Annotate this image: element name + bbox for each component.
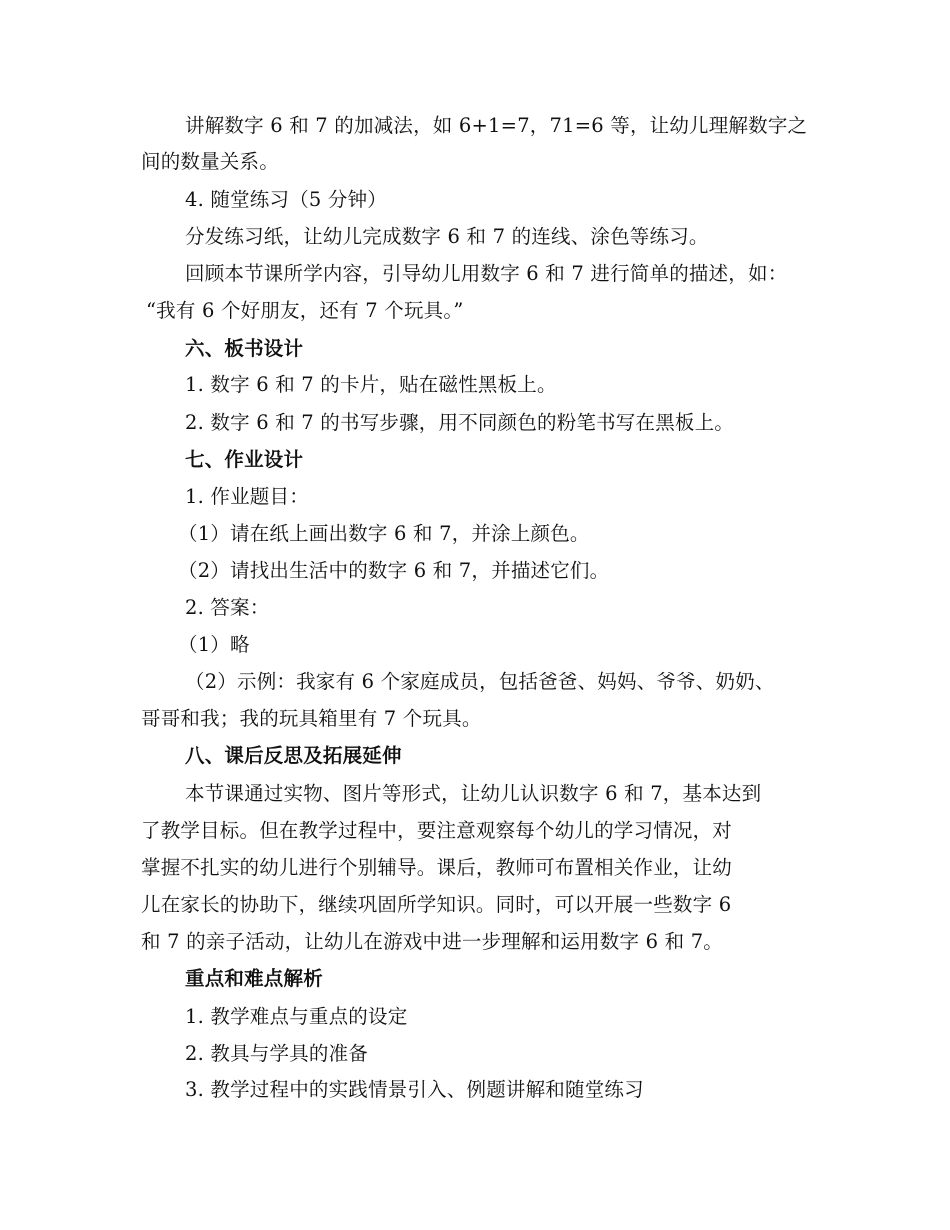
paragraph-line: “我有 6 个好朋友，还有 7 个玩具。”: [146, 299, 464, 322]
list-item: （1）略: [178, 633, 250, 656]
paragraph-line: 儿在家长的协助下，继续巩固所学知识。同时，可以开展一些数字 6: [141, 893, 732, 916]
paragraph-line: 和 7 的亲子活动，让幼儿在游戏中进一步理解和运用数字 6 和 7。: [141, 930, 724, 953]
list-item: 1. 作业题目：: [185, 485, 309, 508]
list-item: （1）请在纸上画出数字 6 和 7，并涂上颜色。: [178, 522, 590, 545]
paragraph-line: 间的数量关系。: [141, 150, 279, 173]
list-item: 1. 教学难点与重点的设定: [185, 1005, 408, 1028]
paragraph-line: 哥哥和我；我的玩具箱里有 7 个玩具。: [141, 707, 482, 730]
section-heading: 六、板书设计: [185, 337, 304, 360]
paragraph-line: 讲解数字 6 和 7 的加减法，如 6+1=7，71=6 等，让幼儿理解数字之: [185, 114, 808, 137]
list-item: 2. 数字 6 和 7 的书写步骤，用不同颜色的粉笔书写在黑板上。: [185, 411, 735, 434]
section-heading: 八、课后反思及拓展延伸: [185, 744, 402, 767]
section-heading: 重点和难点解析: [185, 967, 323, 990]
paragraph-line: 分发练习纸，让幼儿完成数字 6 和 7 的连线、涂色等练习。: [185, 225, 709, 248]
paragraph-line: 本节课通过实物、图片等形式，让幼儿认识数字 6 和 7，基本达到: [185, 782, 762, 805]
list-item: 4. 随堂练习（5 分钟）: [185, 188, 388, 211]
list-item: 2. 教具与学具的准备: [185, 1042, 369, 1065]
paragraph-line: 了教学目标。但在教学过程中，要注意观察每个幼儿的学习情况，对: [141, 819, 733, 842]
list-item: 1. 数字 6 和 7 的卡片，贴在磁性黑板上。: [185, 373, 557, 396]
list-item: 3. 教学过程中的实践情景引入、例题讲解和随堂练习: [185, 1078, 644, 1101]
list-item: 2. 答案：: [185, 596, 270, 619]
section-heading: 七、作业设计: [185, 448, 304, 471]
paragraph-line: 回顾本节课所学内容，引导幼儿用数字 6 和 7 进行简单的描述，如：: [185, 262, 788, 285]
paragraph-line: 掌握不扎实的幼儿进行个别辅导。课后，教师可布置相关作业，让幼: [141, 856, 733, 879]
list-item: （2）请找出生活中的数字 6 和 7，并描述它们。: [178, 559, 610, 582]
paragraph-line: （2）示例：我家有 6 个家庭成员，包括爸爸、妈妈、爷爷、奶奶、: [185, 670, 775, 693]
